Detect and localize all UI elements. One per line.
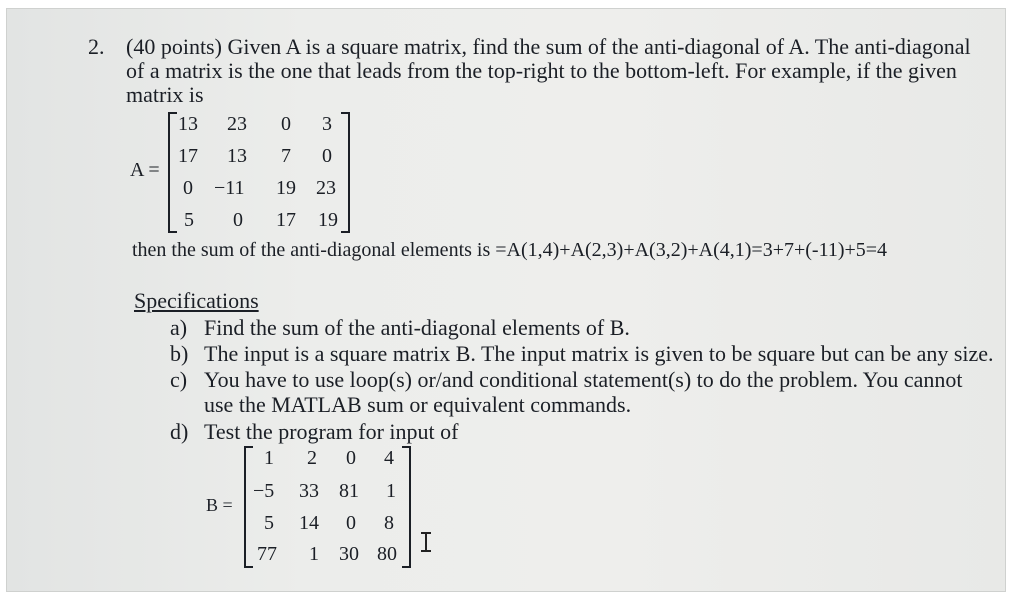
- matrix-a-cell: 0: [183, 177, 193, 199]
- spec-item-b-text: The input is a square matrix B. The input matrix is given to be square but can be any size.: [204, 341, 994, 366]
- spec-item-a-marker: a): [170, 315, 188, 340]
- matrix-b-cell: 8: [384, 512, 394, 534]
- spec-item-c-marker: c): [170, 367, 188, 392]
- matrix-a-cell: 17: [276, 209, 296, 231]
- anti-diagonal-sentence: then the sum of the anti-diagonal elements is =A(1,4)+A(2,3)+A(3,2)+A(4,1)=3+7+(-11)+5=4: [132, 239, 888, 261]
- matrix-b-cell: 1: [309, 543, 319, 565]
- matrix-a-cell: 13: [227, 145, 247, 167]
- spec-item-a-text: Find the sum of the anti-diagonal elements of B.: [204, 315, 630, 340]
- matrix-b-cell: 81: [339, 480, 359, 502]
- matrix-a-cell: 17: [178, 145, 198, 167]
- matrix-b-cell: 77: [257, 543, 277, 565]
- spec-item-d-text: Test the program for input of: [204, 419, 459, 444]
- spec-item-c-text: You have to use loop(s) or/and conditional statement(s) to do the problem. You cannot: [204, 367, 963, 392]
- matrix-a-left-bracket: [168, 112, 177, 233]
- problem-number: 2.: [88, 34, 105, 59]
- matrix-b-label: B =: [206, 495, 233, 515]
- matrix-a-cell: 5: [184, 209, 194, 231]
- specifications-heading: Specifications: [134, 288, 259, 313]
- matrix-b-cell: 2: [307, 447, 317, 469]
- spec-item-c-text-continued: use the MATLAB sum or equivalent commands.: [204, 392, 632, 417]
- matrix-b-cell: 14: [299, 512, 319, 534]
- spec-item-d-marker: d): [170, 419, 189, 444]
- matrix-b-right-bracket: [402, 446, 411, 568]
- text-cursor-icon: [421, 532, 431, 552]
- matrix-b-cell: −5: [253, 480, 275, 502]
- matrix-a-right-bracket: [341, 112, 350, 233]
- matrix-b-cell: 80: [377, 543, 397, 565]
- matrix-b-cell: 0: [346, 512, 356, 534]
- matrix-b-left-bracket: [244, 446, 253, 568]
- matrix-a-cell: 19: [276, 177, 296, 199]
- problem-line-2: of a matrix is the one that leads from the top-right to the bottom-left. For example, if the given: [126, 58, 957, 83]
- matrix-b-cell: 4: [384, 447, 394, 469]
- matrix-a-cell: 23: [316, 177, 336, 199]
- spec-item-b-marker: b): [170, 341, 189, 366]
- matrix-a-cell: 13: [178, 113, 198, 135]
- matrix-b-cell: 1: [264, 447, 274, 469]
- matrix-a-cell: 3: [322, 113, 332, 135]
- matrix-a-cell: 0: [322, 145, 332, 167]
- matrix-a-cell: 7: [281, 145, 291, 167]
- matrix-a-label: A =: [130, 159, 160, 181]
- matrix-a-cell: 23: [227, 113, 247, 135]
- matrix-a-cell: 19: [318, 209, 338, 231]
- matrix-b-cell: 1: [386, 480, 396, 502]
- matrix-b-cell: 30: [339, 543, 359, 565]
- problem-line-1: (40 points) Given A is a square matrix, find the sum of the anti-diagonal of A. The anti-diagonal: [126, 34, 971, 59]
- matrix-a-cell: 0: [281, 113, 291, 135]
- matrix-a-cell: −11: [214, 177, 245, 199]
- matrix-b-cell: 33: [299, 480, 319, 502]
- matrix-b-cell: 5: [264, 512, 274, 534]
- problem-line-3: matrix is: [126, 82, 204, 107]
- matrix-a-cell: 0: [233, 209, 243, 231]
- matrix-b-cell: 0: [346, 447, 356, 469]
